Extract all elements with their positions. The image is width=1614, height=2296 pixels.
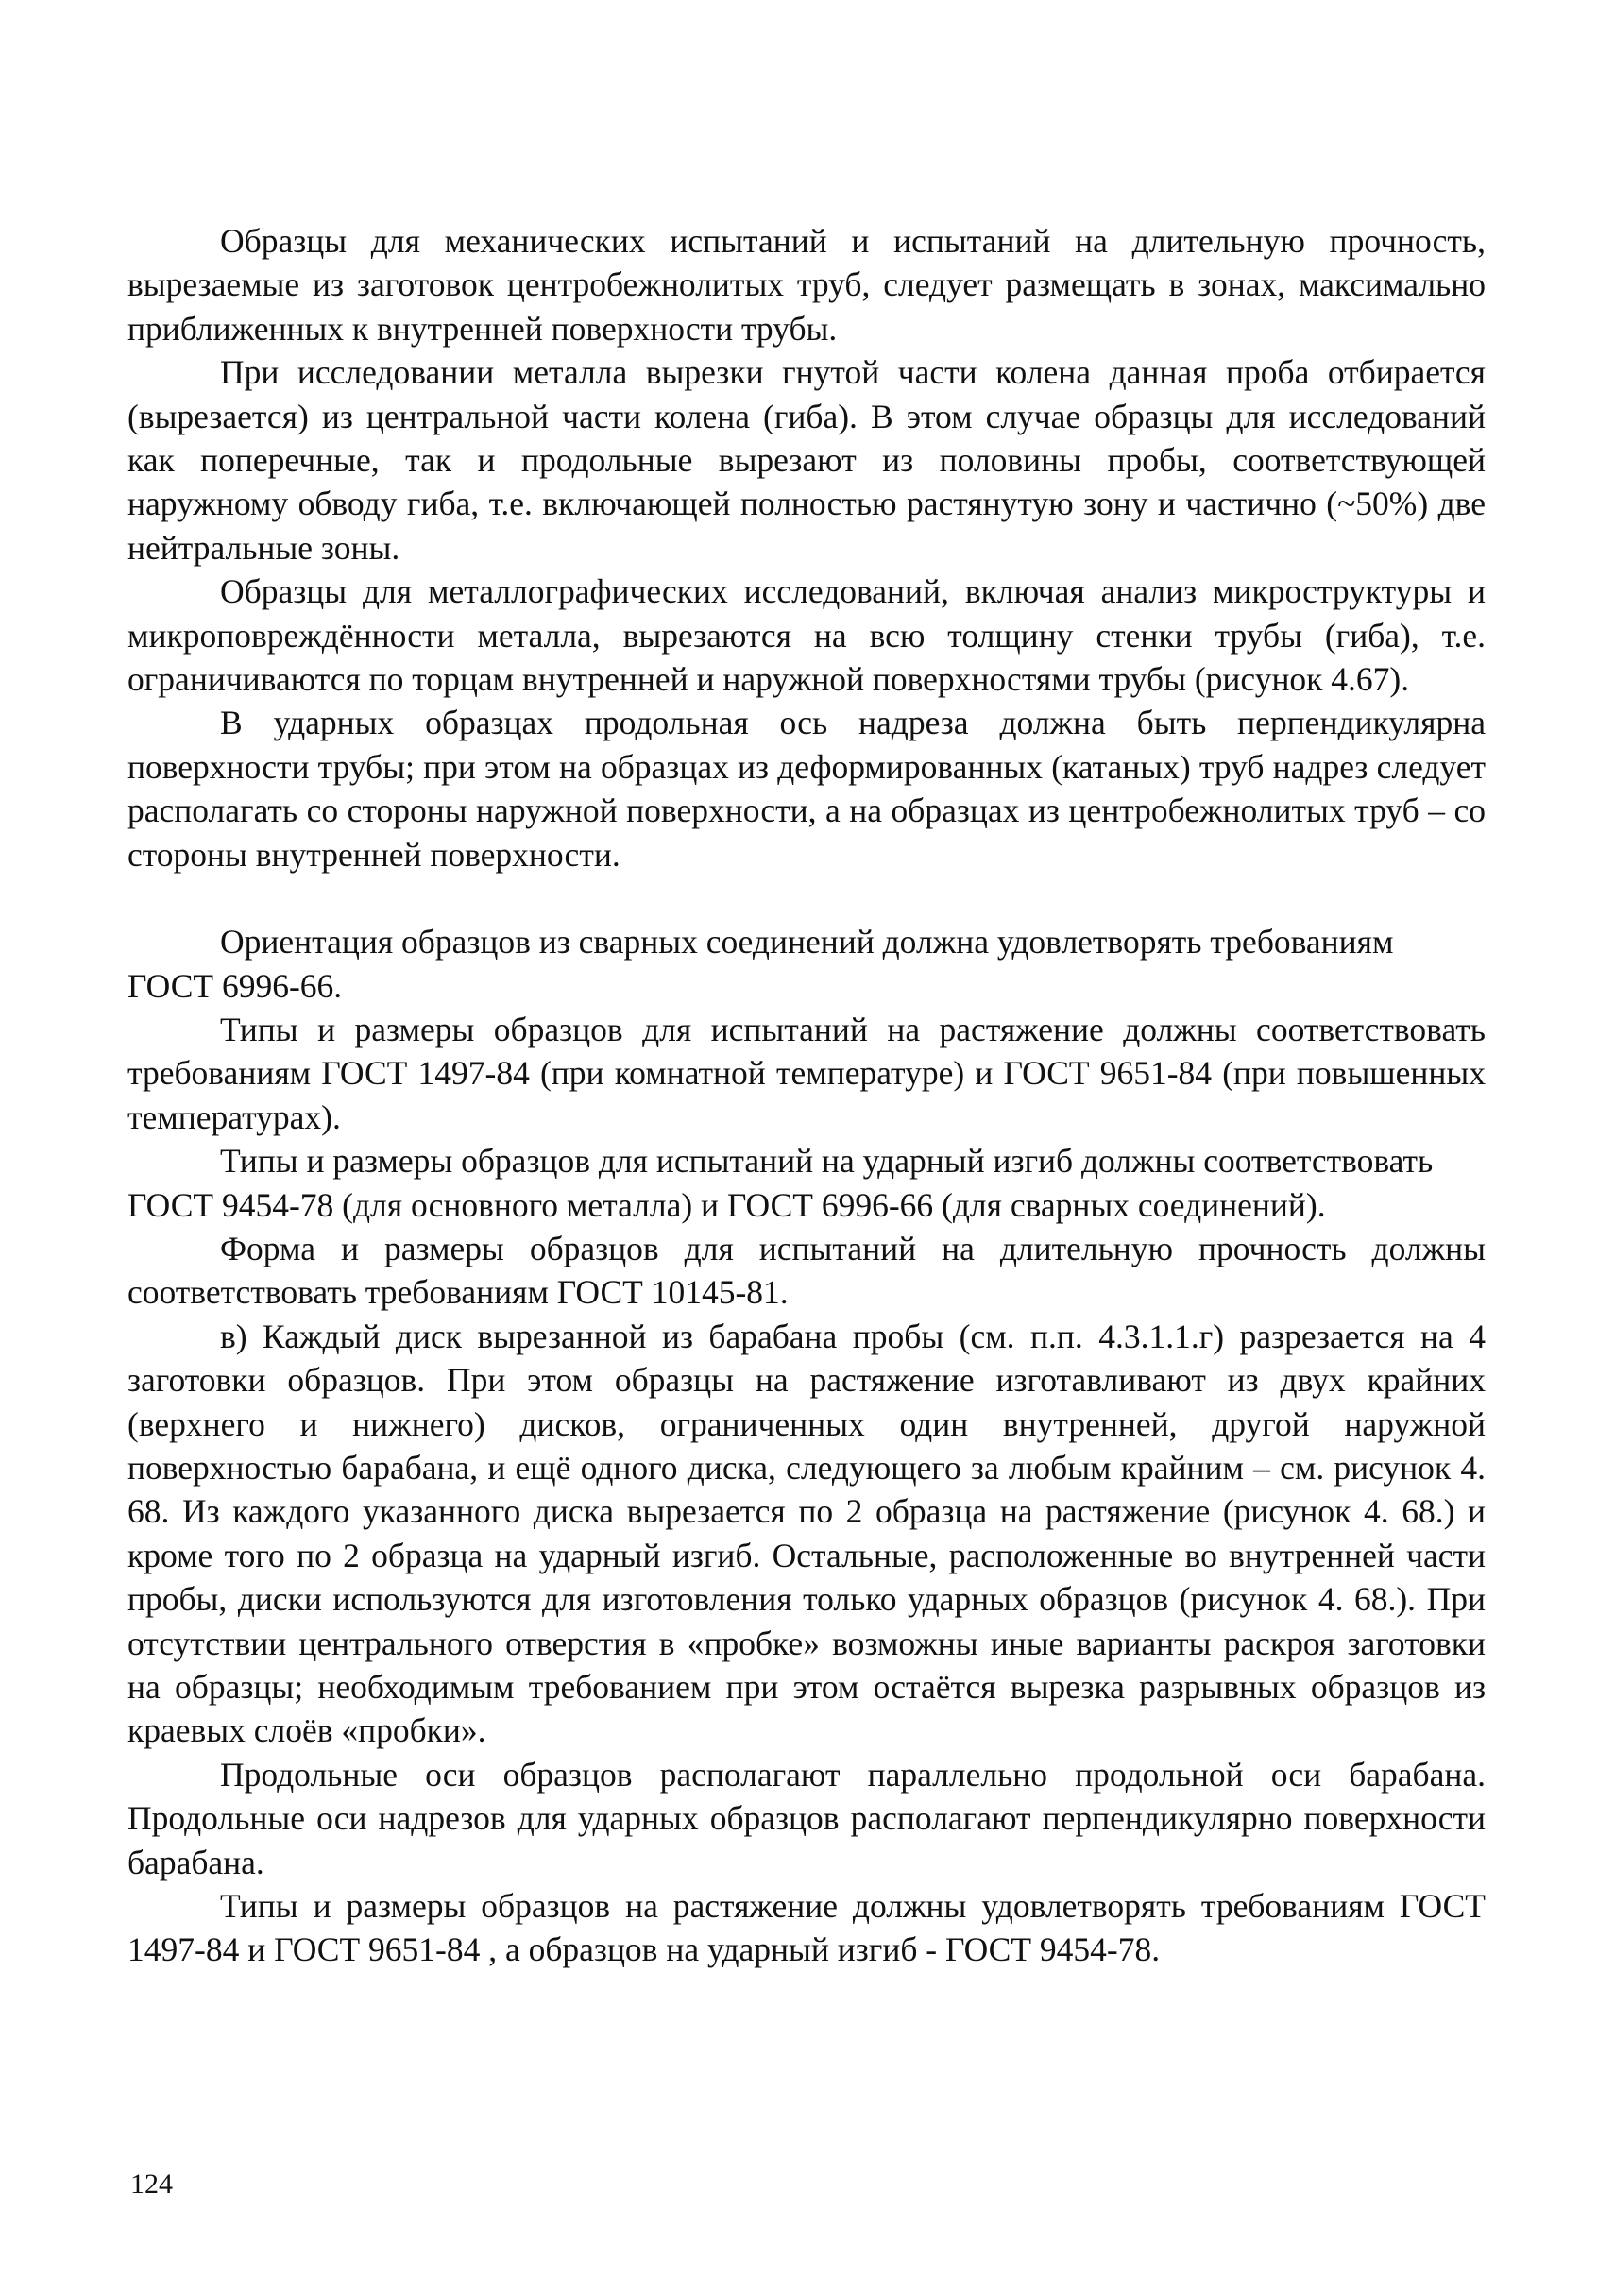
paragraph-impact-notch-orientation: В ударных образцах продольная ось надреза должна быть перпендикулярна поверхности трубы; при этом на образцах из деформированных (катаных) труб надрез следует располагать со стороны наружной поверхности, а на образцах из центробежнолитых труб – со стороны внутренней поверхности.	[127, 704, 1486, 874]
paragraph-bent-pipe-samples: При исследовании металла вырезки гнутой части колена данная проба отбирается (вырезается) из центральной части колена (гиба). В этом случае образцы для исследований как поперечные, так и продольные вырезают из половины пробы, соответствующей наружному обводу гиба, т.е. включающей полностью растянутую зону и частично (~50%) две нейтральные зоны.	[127, 353, 1486, 567]
paragraph-drum-sample-standards: Типы и размеры образцов на растяжение должны удовлетворять требованиям ГОСТ 1497-84 и ГОСТ 9651-84 , а образцов на ударный изгиб - ГОСТ 9454-78.	[127, 1887, 1486, 1969]
paragraph-gap	[127, 876, 1486, 920]
paragraph-tensile-sample-types: Типы и размеры образцов для испытаний на растяжение должны соответствовать требованиям ГОСТ 1497-84 (при комнатной температуре) и ГОСТ 9651-84 (при повышенных температурах).	[127, 1010, 1486, 1136]
paragraph-drum-sample-axes: Продольные оси образцов располагают параллельно продольной оси барабана. Продольные оси надрезов для ударных образцов располагают перпендикулярно поверхности барабана.	[127, 1755, 1486, 1881]
page-number: 124	[130, 2168, 173, 2200]
paragraph-metallographic-samples: Образцы для металлографических исследований, включая анализ микроструктуры и микроповреждённости металла, вырезаются на всю толщину стенки трубы (гиба), т.е. ограничиваются по торцам внутренней и наружной поверхностями трубы (рисунок 4.67).	[127, 572, 1486, 699]
paragraph-gost-9454: ГОСТ 9454-78 (для основного металла) и ГОСТ 6996-66 (для сварных соединений).	[127, 1185, 1326, 1224]
paragraph-weld-sample-orientation: Ориентация образцов из сварных соединений должна удовлетворять требованиям	[220, 923, 1394, 961]
paragraph-centrifugal-pipe-samples: Образцы для механических испытаний и испытаний на длительную прочность, вырезаемые из заготовок центробежнолитых труб, следует размещать в зонах, максимально приближенных к внутренней поверхности трубы.	[127, 222, 1486, 348]
paragraph-gost-6996: ГОСТ 6996-66.	[127, 966, 343, 1005]
page-body	[127, 219, 1486, 1972]
paragraph-drum-disk-cutting: в) Каждый диск вырезанной из барабана пробы (см. п.п. 4.3.1.1.г) разрезается на 4 заготовки образцов. При этом образцы на растяжение изготавливают из двух крайних (верхнего и нижнего) дисков, ограниченных один внутренней, другой наружной поверхностью барабана, и ещё одного диска, следующего за любым крайним – см. рисунок 4. 68. Из каждого указанного диска вырезается по 2 образца на растяжение (рисунок 4. 68.) и кроме того по 2 образца на ударный изгиб. Остальные, расположенные во внутренней части пробы, диски используются для изготовления только ударных образцов (рисунок 4. 68.). При отсутствии центрального отверстия в «пробке» возможны иные варианты раскроя заготовки на образцы; необходимым требованием при этом остаётся вырезка разрывных образцов из краевых слоёв «пробки».	[127, 1317, 1486, 1750]
paragraph-creep-sample-types: Форма и размеры образцов для испытаний на длительную прочность должны соответствовать требованиям ГОСТ 10145-81.	[127, 1229, 1486, 1312]
paragraph-impact-sample-types: Типы и размеры образцов для испытаний на ударный изгиб должны соответствовать	[220, 1142, 1434, 1181]
